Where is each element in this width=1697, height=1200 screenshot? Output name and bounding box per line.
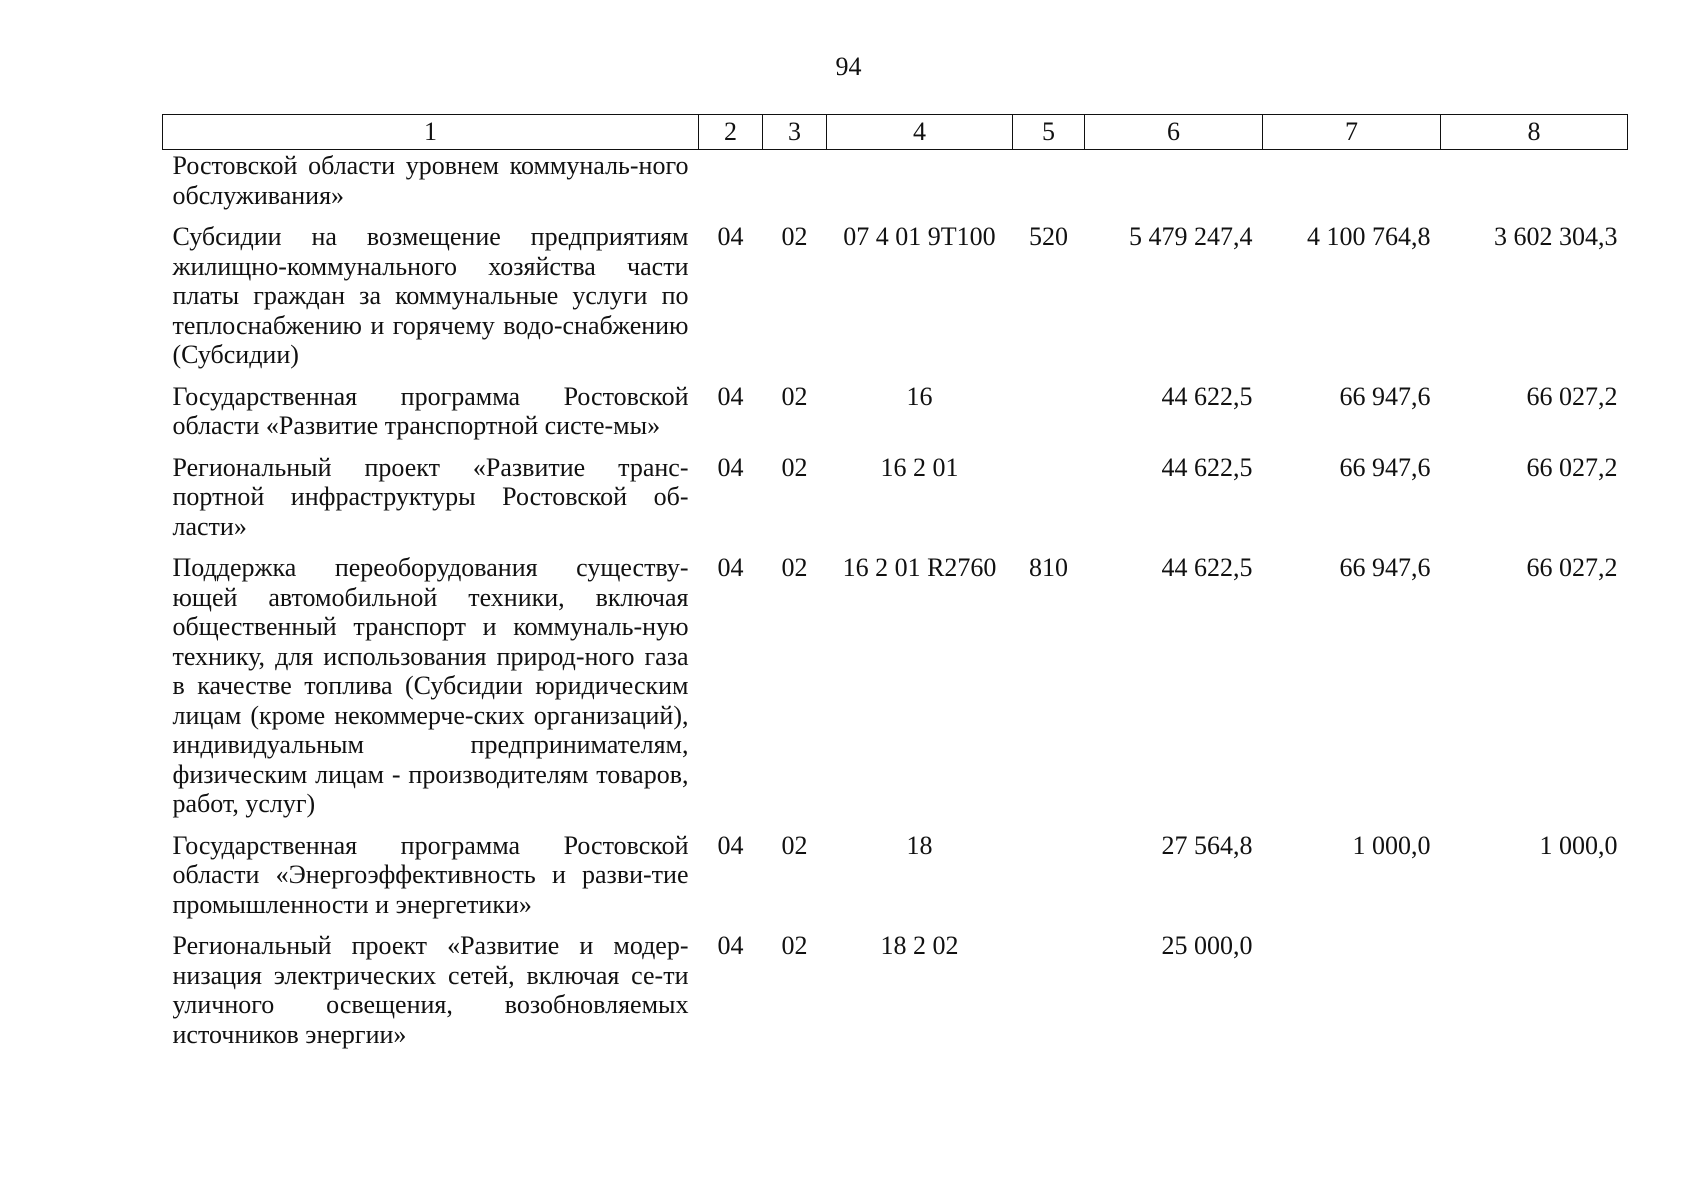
row-amount-year3 — [1441, 931, 1628, 1061]
row-expense-type — [1013, 931, 1085, 1061]
row-target-article — [827, 150, 1013, 223]
row-amount-year3: 66 027,2 — [1526, 452, 1618, 482]
page-number: 94 — [835, 52, 862, 81]
column-header: 7 — [1263, 115, 1441, 150]
column-header: 5 — [1013, 115, 1085, 150]
row-amount-year1 — [1085, 150, 1263, 223]
row-expense-type — [1013, 831, 1085, 932]
row-name: Государственная программа Ростовской области «Энергоэффективность и разви-тие промышленности и энергетики» — [172, 830, 689, 919]
column-header: 2 — [699, 115, 763, 150]
row-expense-type: 810 — [1029, 553, 1068, 582]
row-amount-year3 — [1441, 150, 1628, 223]
row-name: Поддержка переоборудования существу-ющей автомобильной техники, включая общественный транспорт и коммуналь-ную технику, для использования природ-ного газа в качестве топлива (Субсидии юридическим лицам (кроме некоммерче-ских организаций), индивидуальным предпринимателям, физическим лицам - производителям товаров, работ, услуг) — [172, 553, 689, 818]
row-amount-year2: 1 000,0 — [1352, 830, 1431, 860]
row-section: 04 — [717, 452, 744, 482]
table-row — [163, 453, 1628, 554]
row-expense-type — [1013, 382, 1085, 453]
row-target-article: 16 2 01 R2760 — [842, 553, 997, 582]
row-subsection: 02 — [781, 553, 808, 582]
row-section: 04 — [717, 381, 744, 411]
table-row — [163, 150, 1628, 223]
column-header: 4 — [827, 115, 1013, 150]
row-target-article: 07 4 01 9Т100 — [843, 222, 996, 251]
row-amount-year2 — [1263, 931, 1441, 1061]
column-header: 6 — [1085, 115, 1263, 150]
row-section: 04 — [717, 553, 744, 582]
column-header: 1 — [163, 115, 699, 150]
row-amount-year2 — [1263, 150, 1441, 223]
row-amount-year2: 66 947,6 — [1339, 452, 1431, 482]
table-row — [163, 222, 1628, 382]
row-name: Региональный проект «Развитие транс-портной инфраструктуры Ростовской об-ласти» — [172, 452, 689, 541]
row-subsection: 02 — [781, 222, 808, 251]
row-amount-year3: 3 602 304,3 — [1494, 222, 1618, 251]
row-target-article: 16 2 01 — [880, 452, 959, 482]
column-header: 8 — [1441, 115, 1628, 150]
row-amount-year1: 44 622,5 — [1161, 452, 1253, 482]
row-section: 04 — [717, 931, 744, 960]
row-subsection: 02 — [781, 830, 808, 860]
row-amount-year2: 4 100 764,8 — [1307, 222, 1431, 251]
table-row — [163, 382, 1628, 453]
row-subsection: 02 — [781, 452, 808, 482]
row-target-article: 18 — [906, 830, 933, 860]
row-amount-year1: 5 479 247,4 — [1129, 222, 1253, 251]
row-amount-year1: 44 622,5 — [1161, 381, 1253, 411]
table-row — [163, 831, 1628, 932]
row-amount-year1: 44 622,5 — [1161, 553, 1253, 582]
row-name: Ростовской области уровнем коммуналь-ного обслуживания» — [172, 151, 689, 210]
column-header: 3 — [763, 115, 827, 150]
budget-table — [162, 114, 1628, 1061]
row-amount-year3: 1 000,0 — [1539, 830, 1618, 860]
table-row — [163, 931, 1628, 1061]
row-expense-type: 520 — [1029, 222, 1068, 251]
row-section: 04 — [717, 830, 744, 860]
row-subsection: 02 — [781, 381, 808, 411]
row-amount-year3: 66 027,2 — [1526, 553, 1618, 582]
row-amount-year2: 66 947,6 — [1339, 381, 1431, 411]
row-section: 04 — [717, 222, 744, 251]
row-target-article: 16 — [906, 381, 933, 411]
row-name: Субсидии на возмещение предприятиям жилищно-коммунального хозяйства части платы граждан за коммунальные услуги по теплоснабжению и горячему водо-снабжению (Субсидии) — [172, 222, 689, 369]
row-name: Региональный проект «Развитие и модер-низация электрических сетей, включая се-ти уличного освещения, возобновляемых источников энергии» — [172, 931, 689, 1049]
header-row — [163, 115, 1628, 150]
row-amount-year1: 25 000,0 — [1161, 931, 1253, 960]
row-subsection — [763, 150, 827, 223]
row-expense-type — [1013, 150, 1085, 223]
row-target-article: 18 2 02 — [880, 931, 959, 960]
row-expense-type — [1013, 453, 1085, 554]
row-amount-year1: 27 564,8 — [1161, 830, 1253, 860]
row-section — [699, 150, 763, 223]
row-name: Государственная программа Ростовской области «Развитие транспортной систе-мы» — [172, 381, 689, 440]
row-subsection: 02 — [781, 931, 808, 960]
table-row — [163, 553, 1628, 831]
row-amount-year2: 66 947,6 — [1339, 553, 1431, 582]
row-amount-year3: 66 027,2 — [1526, 381, 1618, 411]
